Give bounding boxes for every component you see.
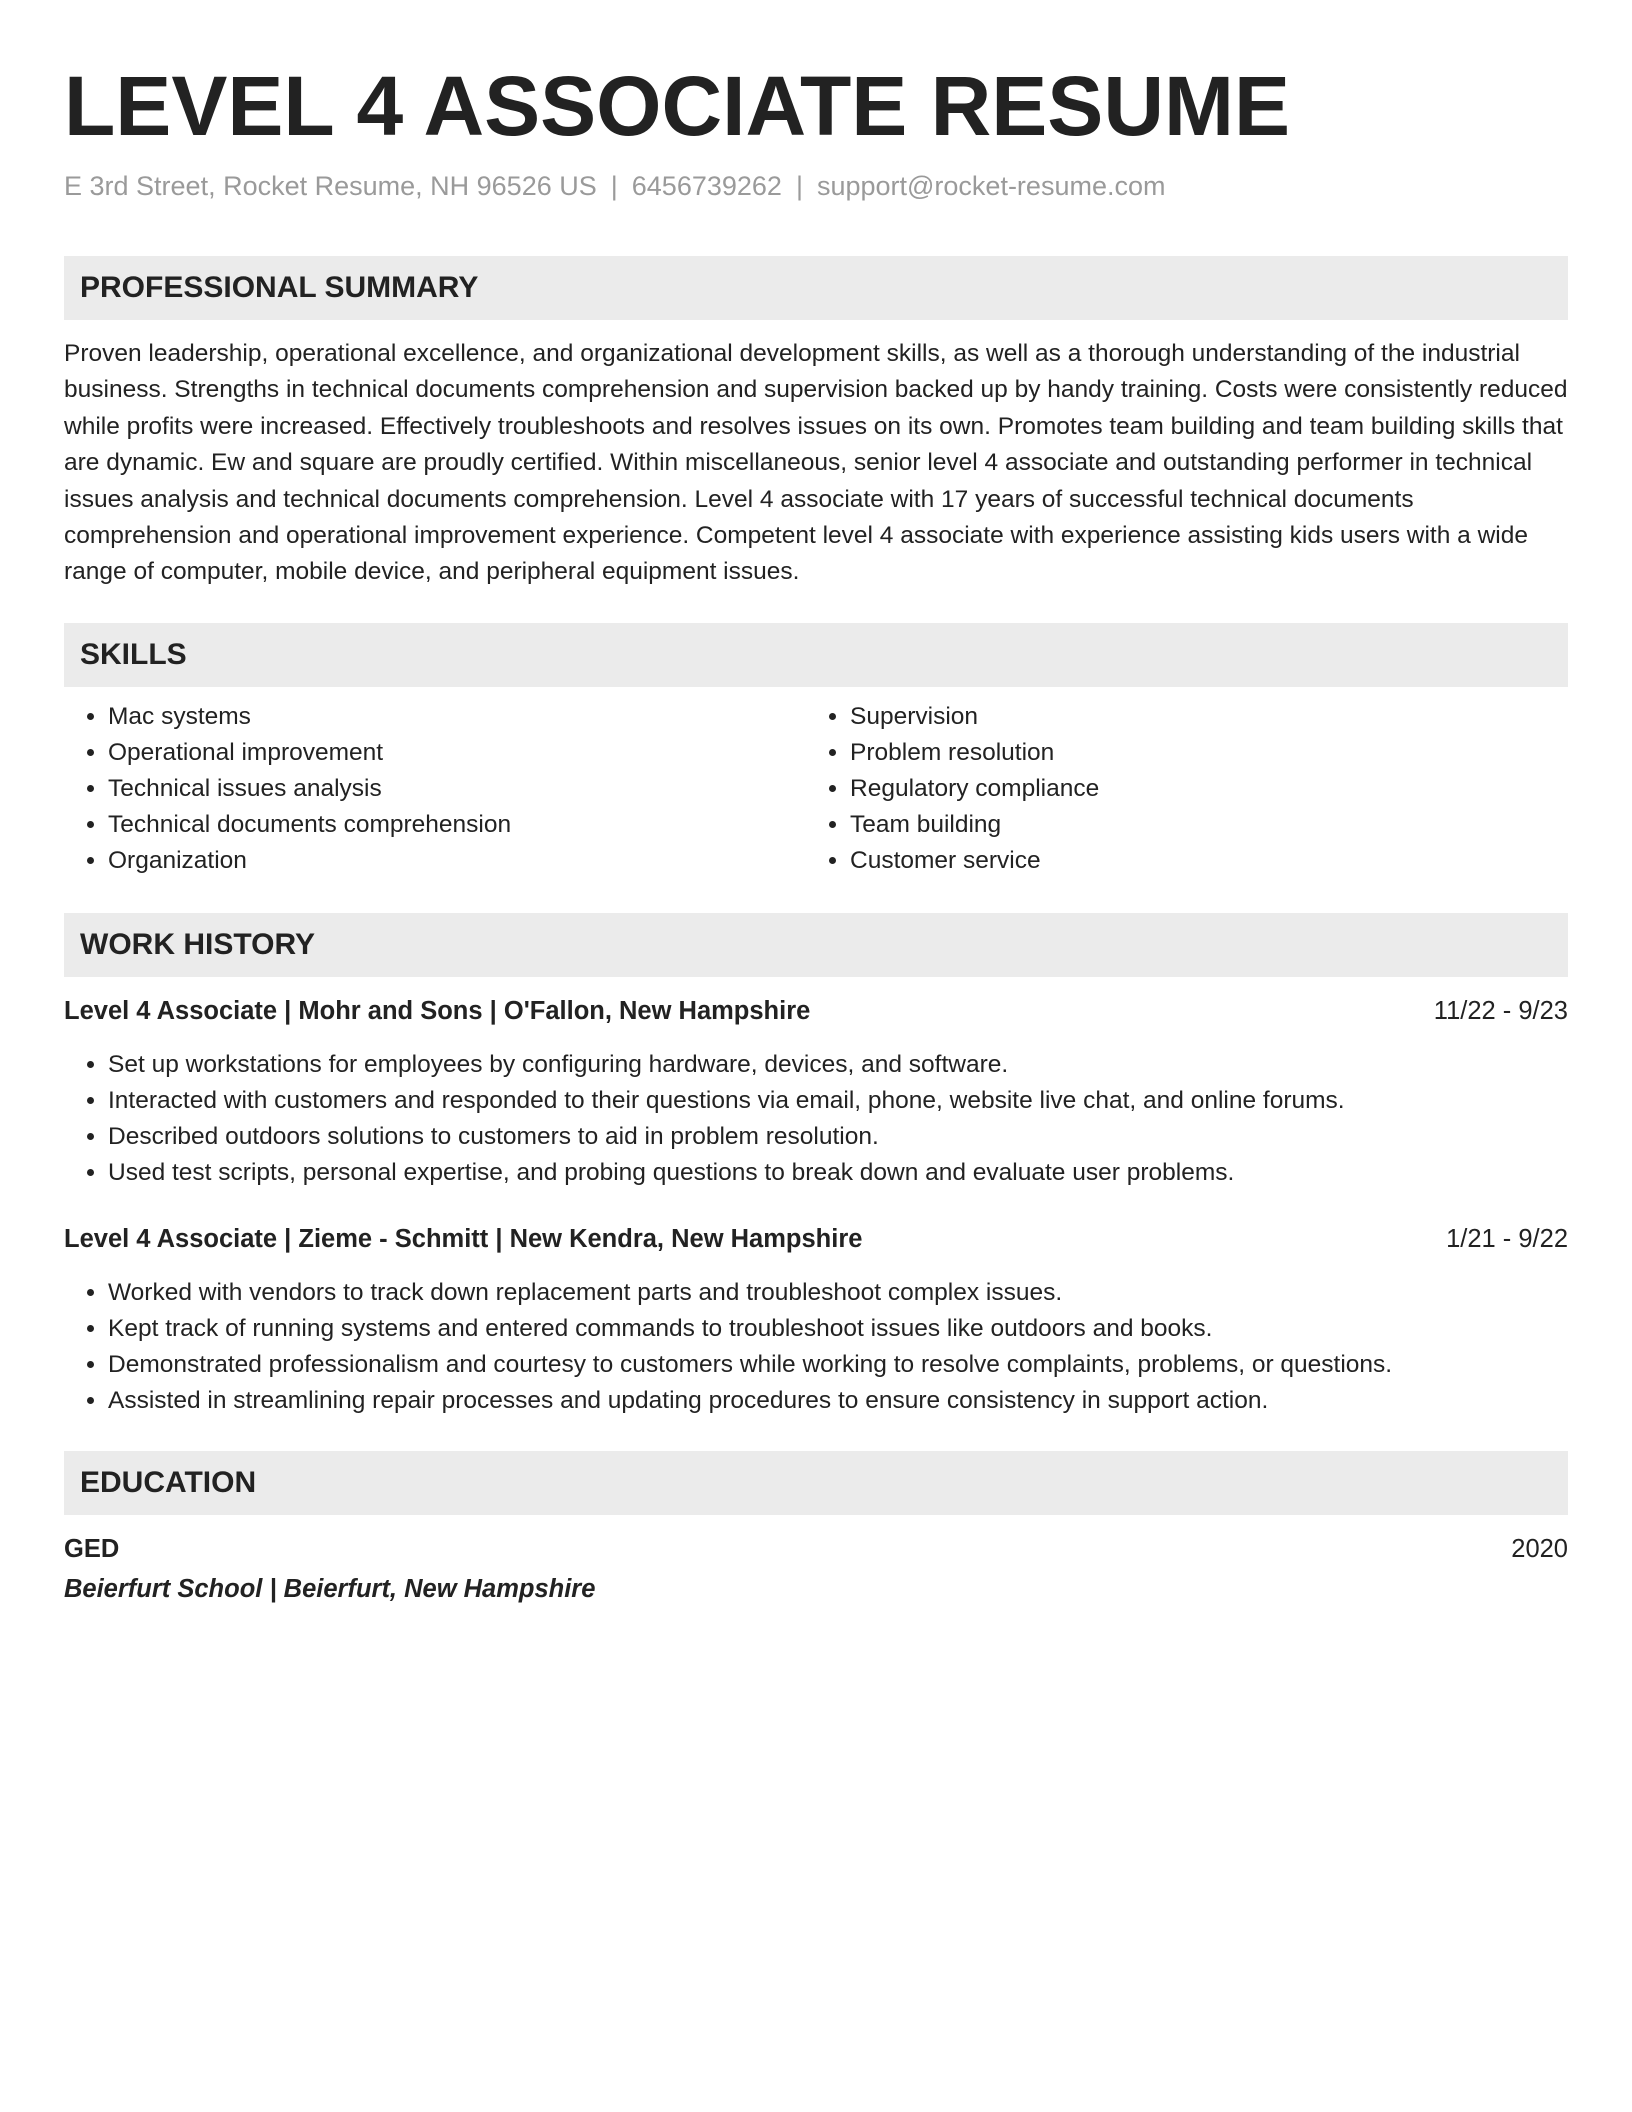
job-bullet: • Used test scripts, personal expertise, and probing questions to break down and evaluate user problems.: [108, 1155, 1568, 1191]
skill-item: • Problem resolution: [850, 735, 1548, 771]
job-header: [64, 1221, 1568, 1257]
job-bullet: • Set up workstations for employees by configuring hardware, devices, and software.: [108, 1047, 1568, 1083]
education-degree: GED: [64, 1534, 120, 1563]
skill-item: • Regulatory compliance: [850, 771, 1548, 807]
section-header-work-history: WORK HISTORY: [64, 913, 1568, 977]
job-bullet: • Demonstrated professionalism and courtesy to customers while working to resolve complaints, problems, or questions.: [108, 1347, 1568, 1383]
skill-item: • Mac systems: [108, 699, 806, 735]
skill-item: • Team building: [850, 807, 1548, 843]
job-entry: [64, 1221, 1568, 1419]
section-header-education: EDUCATION: [64, 1451, 1568, 1515]
education-header: [64, 1531, 1568, 1567]
skill-item: • Technical documents comprehension: [108, 807, 806, 843]
skill-item: • Operational improvement: [108, 735, 806, 771]
job-bullet: • Assisted in streamlining repair processes and updating procedures to ensure consistency in support action.: [108, 1383, 1568, 1419]
job-bullet: • Interacted with customers and responded to their questions via email, phone, website live chat, and online forums.: [108, 1083, 1568, 1119]
skill-item: • Organization: [108, 843, 806, 879]
contact-line: [64, 168, 1568, 204]
job-title: Level 4 Associate | Mohr and Sons | O'Fallon, New Hampshire: [64, 996, 811, 1025]
resume-title: LEVEL 4 ASSOCIATE RESUME: [64, 59, 1290, 153]
job-bullet: • Described outdoors solutions to customers to aid in problem resolution.: [108, 1119, 1568, 1155]
skill-item: • Customer service: [850, 843, 1548, 879]
summary-text: Proven leadership, operational excellence, and organizational development skills, as well as a thorough understanding of the industrial business. Strengths in technical documents comprehension and supervision backed up by handy training. Costs were consistently reduced while profits were increased. Effectively troubleshoots and resolves issues on its own. Promotes team building and team building skills that are dynamic. Ew and square are proudly certified. Within miscellaneous, senior level 4 associate and outstanding performer in technical issues analysis and technical documents comprehension. Level 4 associate with 17 years of successful technical documents comprehension and operational improvement experience. Competent level 4 associate with experience assisting kids users with a wide range of computer, mobile device, and peripheral equipment issues.: [64, 340, 1568, 586]
skills-column-right: [806, 699, 1548, 879]
skills-column-left: [64, 699, 806, 879]
skills-list: [64, 699, 1568, 879]
contact-phone: 6456739262: [631, 171, 782, 201]
contact-address: E 3rd Street, Rocket Resume, NH 96526 US: [64, 171, 597, 201]
contact-email: support@rocket-resume.com: [816, 171, 1166, 201]
job-bullets: [64, 1047, 1568, 1191]
job-title: Level 4 Associate | Zieme - Schmitt | New Kendra, New Hampshire: [64, 1224, 863, 1253]
job-dates: 1/21 - 9/22: [1446, 1224, 1568, 1253]
job-bullet: • Kept track of running systems and entered commands to troubleshoot issues like outdoors and books.: [108, 1311, 1568, 1347]
education-year: 2020: [1511, 1534, 1568, 1563]
section-header-summary: PROFESSIONAL SUMMARY: [64, 256, 1568, 320]
resume-page: [64, 0, 1568, 1607]
job-dates: 11/22 - 9/23: [1433, 996, 1568, 1025]
contact-separator: |: [795, 171, 803, 201]
job-bullet: • Worked with vendors to track down replacement parts and troubleshoot complex issues.: [108, 1275, 1568, 1311]
education-school: Beierfurt School | Beierfurt, New Hampshire: [64, 1574, 596, 1603]
skill-item: • Supervision: [850, 699, 1548, 735]
job-entry: [64, 993, 1568, 1191]
job-header: [64, 993, 1568, 1029]
skill-item: • Technical issues analysis: [108, 771, 806, 807]
section-header-skills: SKILLS: [64, 623, 1568, 687]
contact-separator: |: [610, 171, 618, 201]
job-bullets: [64, 1275, 1568, 1419]
